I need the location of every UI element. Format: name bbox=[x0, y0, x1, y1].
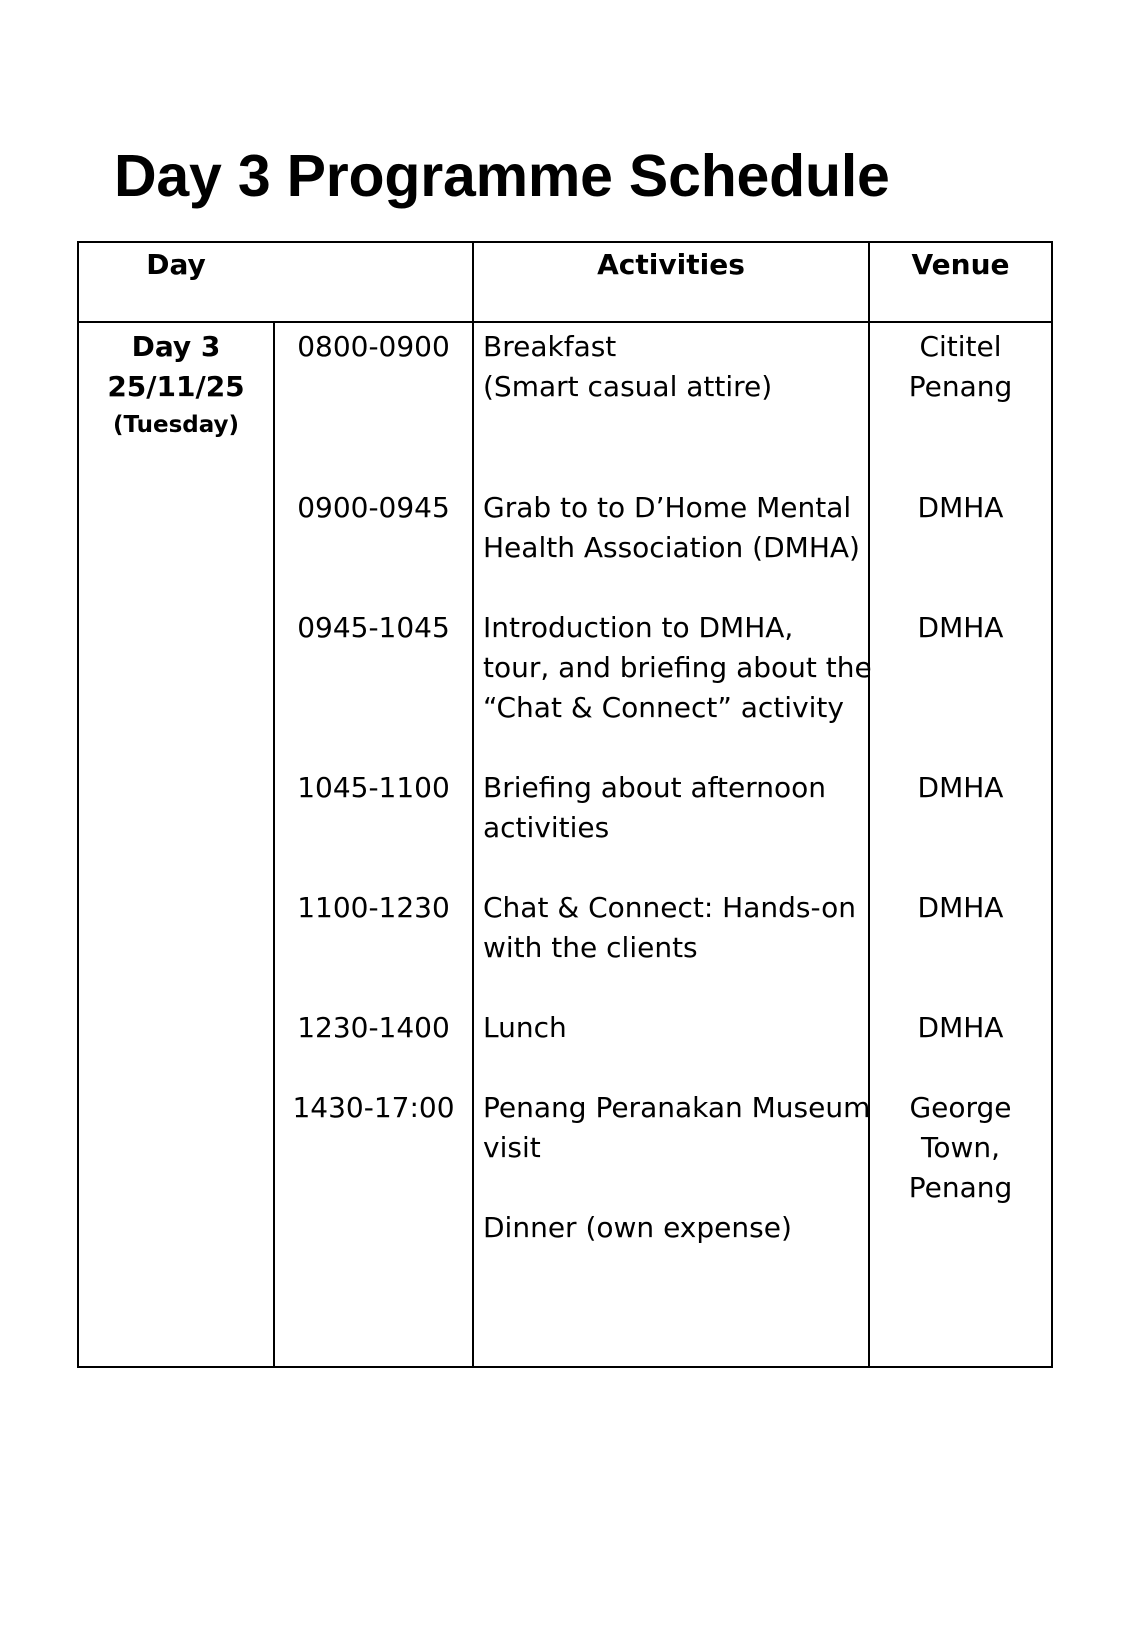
header-day: Day bbox=[146, 248, 206, 281]
header-divider bbox=[79, 321, 1051, 323]
row-activity: Briefing about afternoon activities bbox=[483, 771, 826, 844]
row-venue: DMHA bbox=[917, 891, 1004, 924]
row-venue: DMHA bbox=[917, 1011, 1004, 1044]
row-time: 0945-1045 bbox=[297, 611, 450, 644]
row-activity: Breakfast (Smart casual attire) bbox=[483, 330, 773, 403]
row-venue: George Town, Penang bbox=[908, 1091, 1013, 1204]
row-activity: Penang Peranakan Museum visit Dinner (own expense) bbox=[483, 1091, 871, 1244]
header-venue: Venue bbox=[911, 248, 1010, 281]
row-venue: Cititel Penang bbox=[908, 330, 1013, 403]
day-weekday: (Tuesday) bbox=[112, 412, 240, 438]
row-time: 1430-17:00 bbox=[292, 1091, 455, 1124]
page-title: Day 3 Programme Schedule bbox=[114, 143, 890, 209]
row-time: 1100-1230 bbox=[297, 891, 450, 924]
schedule-table bbox=[77, 241, 1053, 1368]
row-activity: Introduction to DMHA, tour, and briefing about the “Chat & Connect” activity bbox=[483, 611, 872, 724]
row-time: 1230-1400 bbox=[297, 1011, 450, 1044]
row-activity: Chat & Connect: Hands-on with the clients bbox=[483, 891, 856, 964]
row-time: 0800-0900 bbox=[297, 330, 450, 363]
day-date: 25/11/25 bbox=[107, 370, 245, 403]
time-activities-divider bbox=[472, 243, 474, 1366]
day-time-divider bbox=[273, 323, 275, 1366]
row-venue: DMHA bbox=[917, 611, 1004, 644]
row-time: 0900-0945 bbox=[297, 491, 450, 524]
header-activities: Activities bbox=[597, 248, 745, 281]
row-time: 1045-1100 bbox=[297, 771, 450, 804]
day-label: Day 3 bbox=[131, 330, 221, 363]
row-venue: DMHA bbox=[917, 491, 1004, 524]
row-activity: Lunch bbox=[483, 1011, 567, 1044]
row-activity: Grab to to D’Home Mental Health Association (DMHA) bbox=[483, 491, 860, 564]
row-venue: DMHA bbox=[917, 771, 1004, 804]
